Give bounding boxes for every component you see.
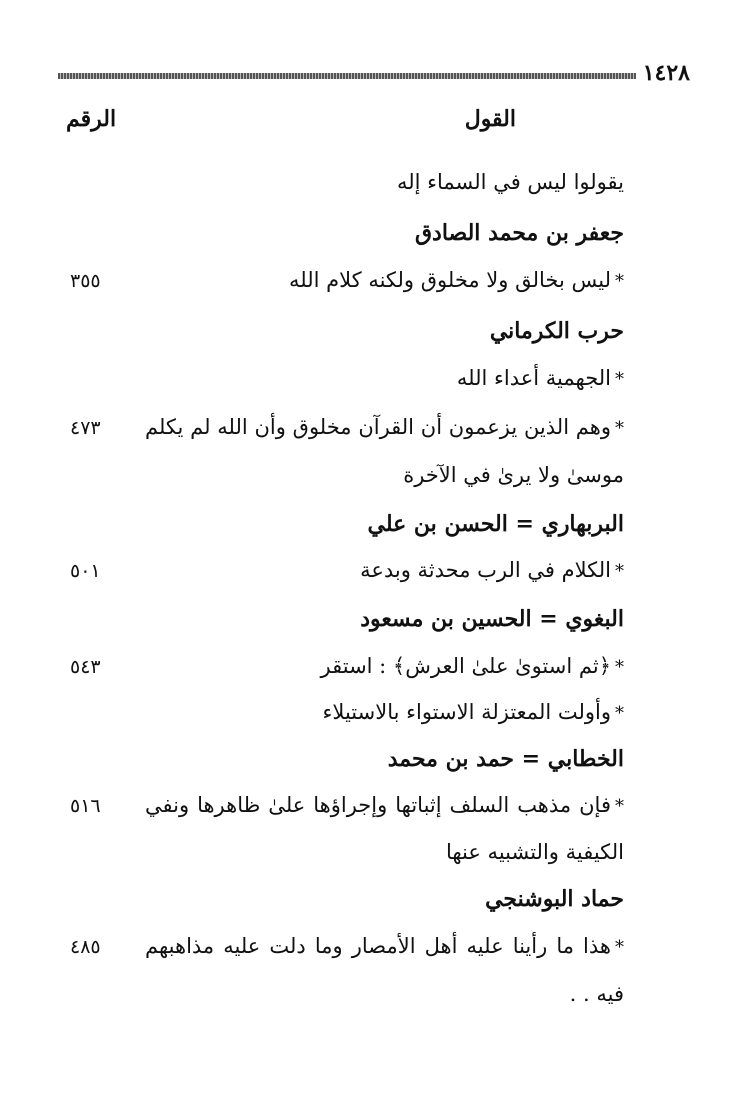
quote-continuation: الكيفية والتشبيه عنها bbox=[445, 840, 624, 864]
scholar-name: جعفر بن محمد الصادق bbox=[414, 220, 624, 246]
quote-line: *الكلام في الرب محدثة وبدعة bbox=[360, 558, 624, 582]
bullet-star-icon: * bbox=[615, 369, 624, 390]
quote-line: *﴿ثم استوىٰ علىٰ العرش﴾ : استقر bbox=[320, 654, 624, 678]
page-header bbox=[58, 60, 690, 86]
reference-number: ٥٤٣ bbox=[70, 656, 101, 678]
bullet-star-icon: * bbox=[615, 657, 624, 678]
reference-number: ٥١٦ bbox=[70, 795, 101, 817]
scholar-name: حماد البوشنجي bbox=[485, 886, 624, 912]
bullet-star-icon: * bbox=[615, 937, 624, 958]
bullet-star-icon: * bbox=[615, 703, 624, 724]
bullet-star-icon: * bbox=[615, 271, 624, 292]
reference-number: ٥٠١ bbox=[70, 560, 101, 582]
reference-number: ٤٧٣ bbox=[70, 417, 101, 439]
column-header-raqm: الرقم bbox=[66, 106, 117, 132]
scholar-name: البغوي = الحسين بن مسعود bbox=[360, 606, 624, 632]
quote-line: *فإن مذهب السلف إثباتها وإجراؤها علىٰ ظاهرها ونفي bbox=[145, 793, 624, 817]
quote-line: يقولوا ليس في السماء إله bbox=[396, 170, 624, 194]
quote-line: *الجهمية أعداء الله bbox=[456, 366, 624, 390]
header-rule bbox=[58, 73, 636, 79]
quote-line: *هذا ما رأينا عليه أهل الأمصار وما دلت عليه مذاهبهم bbox=[145, 934, 624, 958]
scholar-name: حرب الكرماني bbox=[489, 318, 624, 344]
column-header-qawl: القول bbox=[464, 106, 516, 132]
page-number: ١٤٢٨ bbox=[642, 60, 690, 86]
bullet-star-icon: * bbox=[615, 796, 624, 817]
scholar-name: البربهاري = الحسن بن علي bbox=[367, 511, 624, 537]
scholar-name: الخطابي = حمد بن محمد bbox=[387, 746, 624, 772]
quote-continuation: فيه . . bbox=[569, 982, 624, 1006]
quote-line: *وأولت المعتزلة الاستواء بالاستيلاء bbox=[322, 700, 624, 724]
reference-number: ٣٥٥ bbox=[70, 270, 101, 292]
quote-line: *وهم الذين يزعمون أن القرآن مخلوق وأن الله لم يكلم bbox=[145, 415, 624, 439]
bullet-star-icon: * bbox=[615, 418, 624, 439]
bullet-star-icon: * bbox=[615, 561, 624, 582]
quote-line: *ليس بخالق ولا مخلوق ولكنه كلام الله bbox=[289, 268, 624, 292]
quote-continuation: موسىٰ ولا يرىٰ في الآخرة bbox=[403, 463, 624, 487]
reference-number: ٤٨٥ bbox=[70, 936, 101, 958]
